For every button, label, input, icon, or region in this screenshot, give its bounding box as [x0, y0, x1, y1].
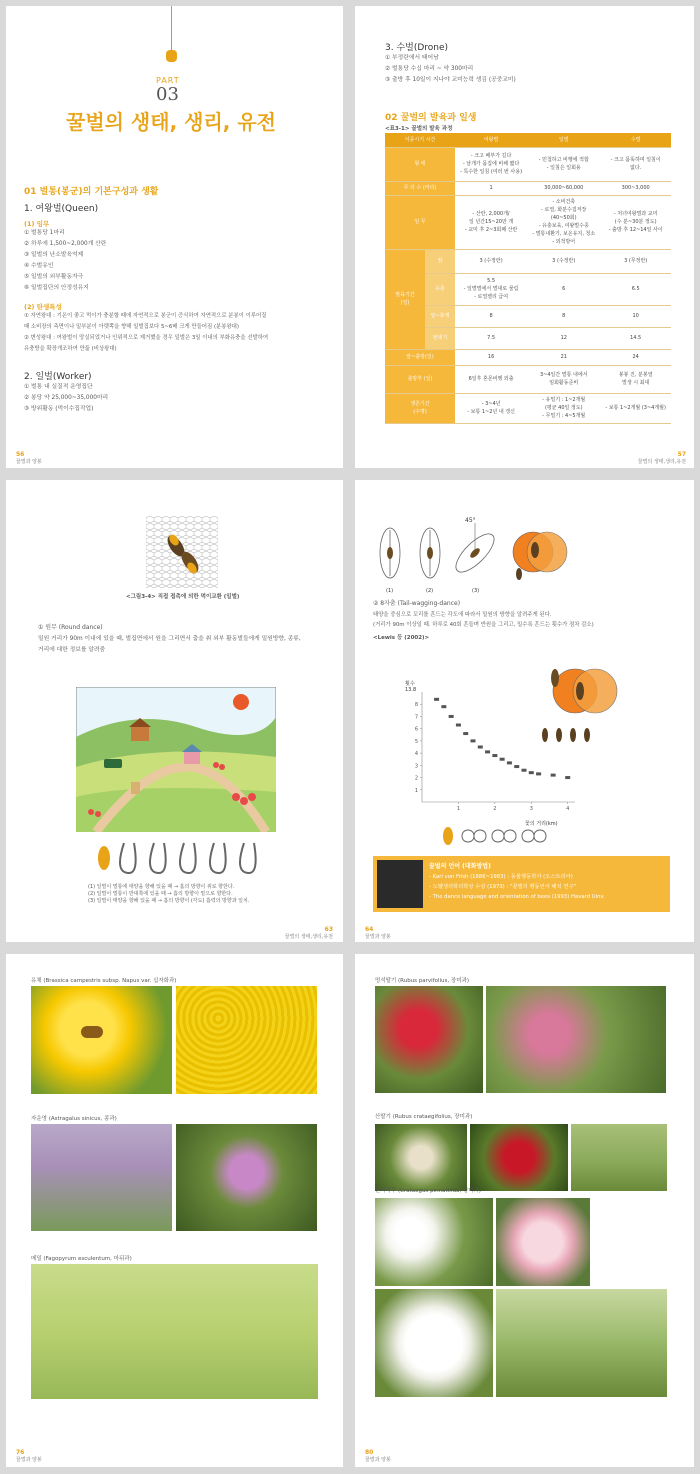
box-items: [429, 872, 605, 902]
photo-caption: 산딸기 (Rubus crataegifolius, 장미과): [375, 1114, 473, 1120]
page-80: [355, 954, 694, 1467]
x-tick-label: 2: [493, 806, 497, 812]
chart-x-label: 꽃의 거리(km): [525, 821, 558, 827]
fig-label-1: (1): [386, 588, 394, 594]
page-76: [6, 954, 343, 1467]
list-item: ⑥ 일벌집단의 안정성유지: [24, 285, 89, 291]
raspberry-bush-photo: [571, 1124, 667, 1191]
page-footer: [638, 451, 686, 465]
list-item: - The dance language and orientation of bees (1993) Havard Uinv.: [429, 894, 605, 900]
table-cell: - 3~4년 - 보통 1~2년 내 갱신: [455, 393, 527, 423]
part-label: PART: [156, 76, 180, 85]
table-row: [385, 249, 671, 273]
milk-vetch-field-photo: [31, 1124, 172, 1231]
hawthorn-flower-closeup-photo: [496, 1198, 590, 1286]
round-dance-heading: ① 원무 (Round dance): [38, 624, 103, 631]
figure-eight-diagram: [440, 825, 550, 847]
table-row: [385, 195, 671, 249]
queen-heading: 1. 여왕벌(Queen): [24, 204, 99, 214]
x-tick-label: 1: [456, 806, 461, 812]
row-label: 알~출방(일): [385, 349, 455, 365]
lewis-citation: <Lewis 등 (2002)>: [373, 635, 430, 641]
data-point: [565, 776, 570, 779]
round-dance-text: [38, 634, 328, 656]
table-cell: 6.5: [600, 273, 671, 305]
bee-trio-illustration: [525, 663, 625, 753]
row-label: 임 무: [385, 195, 455, 249]
data-point: [507, 761, 512, 764]
photo-caption: 멍석딸기 (Rubus parvifolius, 장미과): [375, 978, 469, 984]
section-heading: 01 벌통(봉군)의 기본구성과 생활: [24, 187, 159, 197]
table-cell: - 크고 몸뚝하며 일침이 없다.: [600, 147, 671, 181]
waggle-text: [373, 610, 594, 630]
table-cell: 24: [600, 349, 671, 365]
table-cell: - 크고 배부가 길다 - 날개가 몸집에 비해 짧다 - 특수한 일침 (여러 번 사용): [455, 147, 527, 181]
row-label: 생존기간 (수명): [385, 393, 455, 423]
table-header: 이종시기 시간: [385, 133, 455, 147]
section-2-heading: 02 꿀벌의 발육과 일생: [385, 113, 477, 123]
list-item: ② 하루에 1,500~2,000개 산란: [24, 241, 107, 247]
paragraph-line: 거리에 대한 정보를 알려줌: [38, 647, 106, 653]
table-row: [385, 393, 671, 423]
data-point: [536, 772, 541, 775]
y-tick-label: 7: [414, 714, 418, 721]
development-table: [385, 133, 671, 424]
photo-caption: 메밀 (Fagopyrum esculentum, 마뒤과): [31, 1256, 132, 1262]
legend-line: (1) 일벌이 벌통에 태양을 향해 있을 때 → 흡의 방향이 위로 향한다.: [88, 884, 235, 890]
y-tick-label: 1: [414, 787, 418, 794]
footer-text: 꿀벌의 생태,생리,유전: [637, 459, 686, 465]
table-header: 일벌: [527, 133, 600, 147]
sun-icon: [233, 694, 249, 710]
table-cell: 5.5 - 일벌벌에서 벌대로 물림 - 로열젤리 급여: [455, 273, 527, 305]
table-cell: - 산란, 2,000개/ 일 년간15~20만 개 - 교미 후 2~3회째 산란: [455, 195, 527, 249]
role-list: [24, 228, 268, 294]
table-row: [385, 305, 671, 327]
data-point: [485, 750, 490, 753]
paragraph-line: 태양을 중심으로 꼬리를 흔드는 각도에 따라서 밀원의 방향을 알려주게 된다.: [373, 612, 552, 618]
figure-caption: <그림3-4> 직접 접촉에 의한 먹이교환 (일벌): [126, 594, 240, 600]
hawthorn-blossom-photo: [375, 1198, 493, 1286]
part-number: 03: [156, 84, 179, 105]
page-footer: [285, 926, 333, 940]
table-cell: 14.5: [600, 327, 671, 349]
buckwheat-field-photo: [31, 1264, 318, 1399]
feature-heading: (2) 탄생특성: [24, 303, 62, 311]
table-cell: - 민첩하고 비행에 적합 - 일침은 일회용: [527, 147, 600, 181]
data-point: [434, 698, 439, 701]
y-tick-label: 2: [414, 775, 418, 782]
photo-caption: 유채 (Brassica campestris subsp. Napus var. 십자화과): [31, 978, 177, 984]
photo-caption: 산사나무 (Crataegus pinnatifida, 장미과): [375, 1188, 482, 1194]
y-tick-label: 4: [414, 751, 418, 758]
row-label: 형 태: [385, 147, 455, 181]
hawthorn-tree-photo: [496, 1289, 667, 1397]
milk-vetch-flower-photo: [176, 1124, 317, 1231]
row-label: 발육기간 (일): [385, 249, 425, 349]
legend-line: (2) 일벌이 벌통이 반대쪽에 있을 때 → 흡의 방향이 밑으로 향한다.: [88, 891, 233, 897]
list-item: - 노벨생리학의학상 수상 (1973) : "꿀벌의 행동언어 해석 연구": [429, 884, 577, 890]
data-point: [500, 758, 505, 761]
list-item: 유충방을 확장개조하여 만듦 (비상왕대): [24, 346, 117, 352]
frisch-photo: [377, 860, 423, 908]
page-number: 76: [16, 1449, 25, 1456]
table-cell: 6일후 혼몬비행 외출: [455, 365, 527, 393]
drone-heading: 3. 수벌(Drone): [385, 43, 449, 53]
table-header: 수벌: [600, 133, 671, 147]
table-cell: 7.5: [455, 327, 527, 349]
x-tick-label: 4: [566, 806, 570, 812]
table-header-row: [385, 133, 671, 147]
page-footer: [365, 926, 391, 940]
row-sublabel: 알: [425, 249, 455, 273]
table-caption: <표3-1> 꿀벌의 발육 과정: [385, 126, 453, 132]
list-item: ③ 일벌의 난소발육억제: [24, 252, 84, 258]
waggle-heading: ② 8자춤 (Tail-wagging-dance): [373, 600, 461, 607]
data-point: [551, 774, 556, 777]
angle-label: 45°: [465, 517, 476, 524]
hawthorn-white-flower-photo: [375, 1289, 493, 1397]
list-item: ④ 수벌유인: [24, 263, 54, 269]
table-cell: 21: [527, 349, 600, 365]
page-56: [6, 6, 343, 468]
list-item: ① 자연왕대 : 기온이 좋고 먹이가 충분할 때에 자연적으로 봉군이 증식하여 자연적으로 분봉이 이루어질: [24, 313, 267, 319]
table-cell: 10: [600, 305, 671, 327]
table-cell: 6: [527, 273, 600, 305]
data-point: [514, 765, 519, 768]
footer-text: 꿀벌과 양봉: [365, 934, 391, 940]
table-cell: - 보통 1~2개월 (3~4개월): [600, 393, 671, 423]
list-item: ② 벌통당 수십 마리 ~ 약 300마리: [385, 66, 474, 72]
table-row: [385, 365, 671, 393]
data-point: [478, 746, 483, 749]
page-64: [355, 480, 694, 942]
landscape-illustration: [76, 687, 276, 832]
page-number: 80: [365, 1449, 374, 1456]
table-cell: 30,000~60,000: [527, 181, 600, 195]
chapter-title: 꿀벌의 생태, 생리, 유전: [66, 110, 276, 134]
list-item: ① 벌통 내 실질적 운영집단: [24, 384, 93, 390]
data-point: [441, 705, 446, 708]
round-dance-diagram: [94, 838, 264, 878]
rapeseed-flower-photo: [31, 986, 172, 1094]
table-header: 여왕벌: [455, 133, 527, 147]
row-label: 출방후 (일): [385, 365, 455, 393]
dance-legend: [88, 884, 249, 905]
drone-list: [385, 53, 516, 86]
y-tick-label: 8: [414, 702, 418, 709]
page-63: [6, 480, 343, 942]
table-cell: 3~4일간 벌통 내에서 임회활동준비: [527, 365, 600, 393]
row-label: 무 리 수 (마리): [385, 181, 455, 195]
row-sublabel: 알~봉개: [425, 305, 455, 327]
table-cell: 3 (무정란): [600, 249, 671, 273]
data-point: [492, 754, 497, 757]
y-tick-label: 5: [414, 738, 418, 745]
data-point: [522, 769, 527, 772]
chart-y-top: 13.8: [405, 687, 417, 693]
feature-list: [24, 311, 268, 355]
honey-dipper-icon: [171, 6, 172, 51]
table-cell: 1: [455, 181, 527, 195]
table-cell: 봉봉 진, 분봉열 벌생 시 최대: [600, 365, 671, 393]
table-cell: - 처녀여왕벌과 교미 (수 분~30분 정도) - 출방 후 12~14일 사이: [600, 195, 671, 249]
data-point: [529, 771, 534, 774]
raspberry-fruit-photo: [470, 1124, 568, 1191]
footer-text: 꿀벌의 생태,생리,유전: [284, 934, 333, 940]
page-footer: [16, 451, 42, 465]
worker-heading: 2. 일벌(Worker): [24, 372, 92, 382]
box-title: 꿀벌의 언어 (대화방법): [429, 863, 491, 870]
list-item: ① 벌통당 1마리: [24, 230, 65, 236]
footer-text: 꿀벌과 양봉: [16, 459, 42, 465]
raspberry-flower-photo: [375, 1124, 467, 1191]
korean-raspberry-fruit-photo: [375, 986, 483, 1093]
photo-caption: 자운영 (Astragalus sinicus, 콩과): [31, 1116, 117, 1122]
page-number: 57: [677, 451, 686, 458]
worker-list: [24, 382, 268, 415]
table-cell: 300~3,000: [600, 181, 671, 195]
paragraph-line: (거리가 90m 이상일 때. 하루로 40회 흔들며 반원을 그리고, 밀수록 흔드는 횟수가 점차 감소): [373, 622, 594, 628]
data-point: [449, 715, 454, 718]
table-cell: - 유밀기 : 1~2개월 (평균 40일 정도) - 무밀기 : 4~5개월: [527, 393, 600, 423]
list-item: ① 부정란에서 태어남: [385, 55, 439, 61]
footer-text: 꿀벌과 양봉: [365, 1457, 391, 1463]
table-row: [385, 147, 671, 181]
bee-icon: [81, 1026, 103, 1038]
table-cell: 3 (수정란): [527, 249, 600, 273]
page-number: 63: [324, 926, 333, 933]
footer-text: 꿀벌과 양봉: [16, 1457, 42, 1463]
legend-line: (3) 일벌이 태양을 향해 있을 때 → 흡의 방향이 (각도) 흡력의 방향과 일치.: [88, 898, 250, 904]
table-cell: 16: [455, 349, 527, 365]
table-cell: 8: [455, 305, 527, 327]
table-row: [385, 273, 671, 305]
waggle-dance-diagram: [370, 518, 500, 588]
x-tick-label: 3: [529, 806, 533, 812]
page-number: 56: [16, 451, 25, 458]
list-item: - Karl von Frish (1886~1983) : 동물행동학자 (오스트리아): [429, 874, 573, 880]
korean-raspberry-flower-photo: [486, 986, 666, 1093]
list-item: ③ 출방 후 10일이 지나야 교미능력 생김 (공중교미): [385, 77, 516, 83]
row-sublabel: 번데기: [425, 327, 455, 349]
table-row: [385, 327, 671, 349]
table-row: [385, 349, 671, 365]
honeycomb-food-exchange-illustration: [146, 516, 218, 588]
list-item: 때 소비장의 측면이나 밑부분이 아랫쪽을 향해 일벌집보다 5~6배 크게 만들어짐 (분봉왕대): [24, 324, 239, 330]
drone-section: [385, 40, 516, 86]
table-row: [385, 181, 671, 195]
role-heading: (1) 임무: [24, 220, 50, 228]
page-number: 64: [365, 926, 374, 933]
table-cell: - 소비건축 - 로열, 화분수집저장 (40~50회) - 유충보육, 여왕벌수종 - 벌통내환기, 보온유지, 청소 - 외적방어: [527, 195, 600, 249]
section-1: [24, 184, 268, 415]
data-point: [463, 732, 468, 735]
table-cell: 8: [527, 305, 600, 327]
table-cell: 3 (수정란): [455, 249, 527, 273]
fig-label-3: (3): [472, 588, 480, 594]
table-cell: 12: [527, 327, 600, 349]
list-item: ② 변성왕대 : 여왕벌이 망실되었거나 인위적으로 제거했을 경우 일벌은 3일 이내의 부화유충을 선발하여: [24, 335, 269, 341]
bee-language-box: [373, 856, 670, 912]
page-footer: [365, 1449, 391, 1463]
waggle-bee-illustration: [505, 524, 575, 584]
list-item: ⑤ 일벌의 외부활동자극: [24, 274, 84, 280]
paragraph-line: 밀원 거리가 90m 이내에 있을 때, 벌집면에서 원을 그리면서 춤을 춰 외부 활동벌들에게 밀원방향, 종류,: [38, 636, 301, 642]
chart-y-label: 횟수: [405, 681, 415, 687]
page-footer: [16, 1449, 42, 1463]
list-item: ③ 방위활동 (먹이수집작업): [24, 406, 94, 412]
fig-label-2: (2): [426, 588, 434, 594]
y-tick-label: 3: [414, 763, 418, 770]
y-tick-label: 6: [414, 726, 418, 733]
honey-pot-icon: [166, 50, 177, 62]
data-point: [456, 724, 461, 727]
rapeseed-field-photo: [176, 986, 317, 1094]
data-point: [471, 739, 476, 742]
row-sublabel: 유충: [425, 273, 455, 305]
list-item: ② 봉당 약 25,000~35,000마리: [24, 395, 109, 401]
